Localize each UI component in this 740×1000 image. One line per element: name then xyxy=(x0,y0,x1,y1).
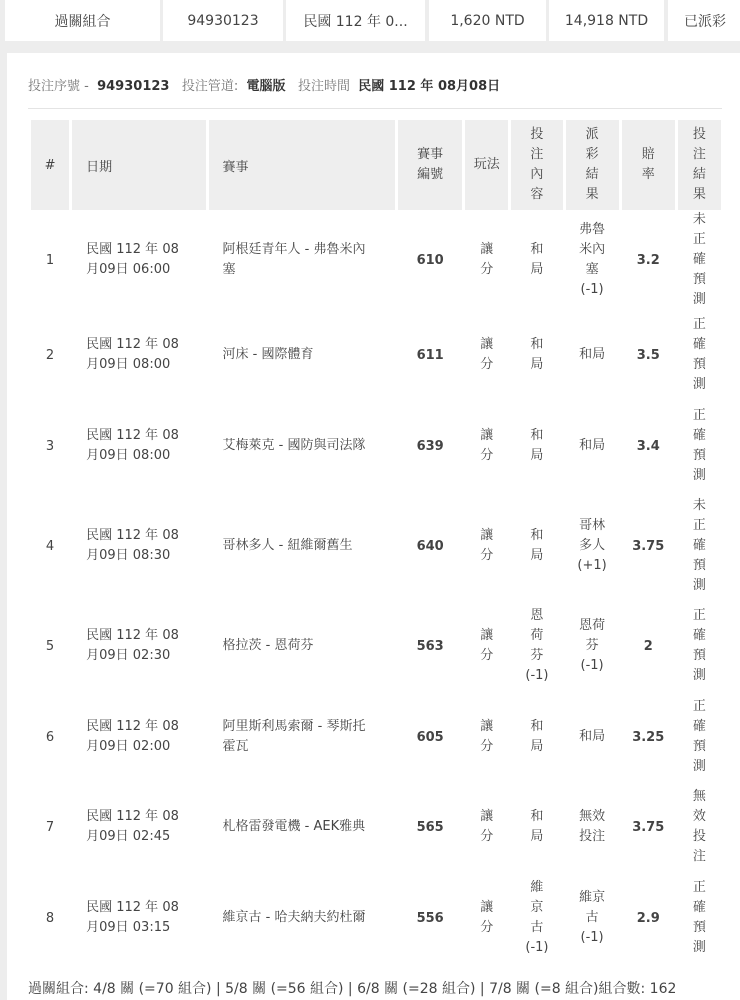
table-row xyxy=(31,782,721,872)
row-num: 3 xyxy=(45,438,55,454)
row-play: 讓分 xyxy=(480,428,494,463)
row-odds: 3.5 xyxy=(636,347,660,363)
payout-handicap: (+1) xyxy=(577,558,607,573)
header-play: 玩法 xyxy=(465,120,508,210)
row-date: 民國 112 年 08月09日 02:45 xyxy=(86,809,179,844)
row-date: 民國 112 年 08月09日 08:00 xyxy=(86,428,179,463)
row-result: 正確預測 xyxy=(692,317,706,392)
row-bet: 和局 xyxy=(530,809,544,844)
header-odds: 賠率 xyxy=(622,120,675,210)
row-match: 維京古 - 哈夫納夫約杜爾 xyxy=(222,910,366,925)
summary-date: 民國 112 年 0... xyxy=(286,0,425,41)
bet-detail-table xyxy=(28,120,724,964)
row-odds: 3.25 xyxy=(632,729,665,745)
row-odds: 3.4 xyxy=(636,438,660,454)
row-bet: 和局 xyxy=(530,428,544,463)
bet-handicap: (-1) xyxy=(525,940,549,955)
summary-type: 過關組合 xyxy=(5,0,160,41)
row-match: 格拉茨 - 恩荷芬 xyxy=(222,638,314,653)
table-row xyxy=(31,600,721,692)
header-date: 日期 xyxy=(72,120,205,210)
row-code: 563 xyxy=(416,638,444,654)
row-date: 民國 112 年 08月09日 08:30 xyxy=(86,528,179,563)
row-code: 556 xyxy=(416,910,444,926)
row-code: 610 xyxy=(416,252,444,268)
table-row xyxy=(31,872,721,964)
row-play: 讓分 xyxy=(480,719,494,754)
table-row xyxy=(31,210,721,310)
header-payout: 派彩結果 xyxy=(566,120,619,210)
bet-info-line xyxy=(28,75,500,94)
row-result: 正確預測 xyxy=(692,608,706,683)
summary-stake: 1,620 NTD xyxy=(429,0,546,41)
row-code: 640 xyxy=(416,538,444,554)
row-date: 民國 112 年 08月09日 02:30 xyxy=(86,628,179,663)
row-play: 讓分 xyxy=(480,900,494,935)
serial-value: 94930123 xyxy=(97,79,170,94)
bet-detail-card xyxy=(7,53,740,1000)
row-play: 讓分 xyxy=(480,628,494,663)
row-code: 639 xyxy=(416,438,444,454)
row-result: 正確預測 xyxy=(692,408,706,483)
row-match: 阿里斯利馬索爾 - 琴斯托霍瓦 xyxy=(222,719,366,754)
row-odds: 3.75 xyxy=(632,819,665,835)
table-row xyxy=(31,692,721,782)
time-label: 投注時間 xyxy=(297,79,350,94)
row-result: 未正確預測 xyxy=(692,498,706,593)
row-num: 1 xyxy=(45,252,55,268)
row-play: 讓分 xyxy=(480,242,494,277)
row-code: 605 xyxy=(416,729,444,745)
row-date: 民國 112 年 08月09日 06:00 xyxy=(86,242,179,277)
row-payout: 和局 xyxy=(579,347,606,362)
row-num: 8 xyxy=(45,910,55,926)
row-num: 5 xyxy=(45,638,55,654)
row-play: 讓分 xyxy=(480,528,494,563)
row-payout: 無效投注 xyxy=(579,809,606,844)
row-payout: 恩荷芬 (-1) xyxy=(579,618,606,673)
row-num: 4 xyxy=(45,538,55,554)
table-row xyxy=(31,310,721,400)
row-play: 讓分 xyxy=(480,337,494,372)
bet-summary-row[interactable] xyxy=(0,0,740,41)
row-bet: 恩荷芬 (-1) xyxy=(525,608,549,683)
row-result: 正確預測 xyxy=(692,699,706,774)
row-bet: 和局 xyxy=(530,242,544,277)
divider xyxy=(28,108,722,109)
row-play: 讓分 xyxy=(480,809,494,844)
time-value: 民國 112 年 08月08日 xyxy=(358,79,501,94)
row-code: 611 xyxy=(416,347,444,363)
table-row xyxy=(31,400,721,492)
row-payout: 和局 xyxy=(579,438,606,453)
row-num: 6 xyxy=(45,729,55,745)
row-bet: 維京古 (-1) xyxy=(525,880,549,955)
row-bet: 和局 xyxy=(530,337,544,372)
row-odds: 2.9 xyxy=(636,910,660,926)
summary-serial: 94930123 xyxy=(163,0,283,41)
payout-handicap: (-1) xyxy=(580,930,604,945)
bet-handicap: (-1) xyxy=(525,668,549,683)
row-num: 2 xyxy=(45,347,55,363)
row-result: 未正確預測 xyxy=(692,212,706,307)
channel-value: 電腦版 xyxy=(246,79,286,94)
row-odds: 3.2 xyxy=(636,252,660,268)
row-match: 札格雷發電機 - AEK雅典 xyxy=(222,819,366,834)
header-num: # xyxy=(31,120,69,210)
row-match: 艾梅萊克 - 國防與司法隊 xyxy=(222,438,366,453)
row-date: 民國 112 年 08月09日 02:00 xyxy=(86,719,179,754)
table-row xyxy=(31,492,721,600)
row-num: 7 xyxy=(45,819,55,835)
row-match: 河床 - 國際體育 xyxy=(222,347,314,362)
header-match: 賽事 xyxy=(209,120,396,210)
row-match: 阿根廷青年人 - 弗魯米內塞 xyxy=(222,242,366,277)
row-odds: 3.75 xyxy=(632,538,665,554)
payout-handicap: (-1) xyxy=(580,282,604,297)
table-header-row xyxy=(31,120,721,210)
row-match: 哥林多人 - 紐維爾舊生 xyxy=(222,538,353,553)
combination-summary: 過關組合: 4/8 關 (=70 組合) | 5/8 關 (=56 組合) | 6/8 關 (=28 組合) | 7/8 關 (=8 組合)組合數: 162 xyxy=(28,981,677,997)
payout-handicap: (-1) xyxy=(580,658,604,673)
header-result: 投注結果 xyxy=(678,120,721,210)
row-result: 無效投注 xyxy=(692,789,706,864)
row-odds: 2 xyxy=(643,638,653,654)
channel-label: 投注管道: xyxy=(181,79,239,94)
summary-status: 已派彩 xyxy=(668,0,740,41)
row-bet: 和局 xyxy=(530,528,544,563)
serial-label: 投注序號 - xyxy=(28,79,89,94)
header-code: 賽事編號 xyxy=(398,120,462,210)
header-bet: 投注內容 xyxy=(511,120,562,210)
summary-payout: 14,918 NTD xyxy=(549,0,664,41)
row-payout: 維京古 (-1) xyxy=(579,890,606,945)
row-payout: 哥林多人 (+1) xyxy=(577,518,607,573)
row-code: 565 xyxy=(416,819,444,835)
row-date: 民國 112 年 08月09日 08:00 xyxy=(86,337,179,372)
row-result: 正確預測 xyxy=(692,880,706,955)
row-payout: 弗魯米內塞 (-1) xyxy=(579,222,606,297)
row-payout: 和局 xyxy=(579,729,606,744)
row-date: 民國 112 年 08月09日 03:15 xyxy=(86,900,179,935)
row-bet: 和局 xyxy=(530,719,544,754)
